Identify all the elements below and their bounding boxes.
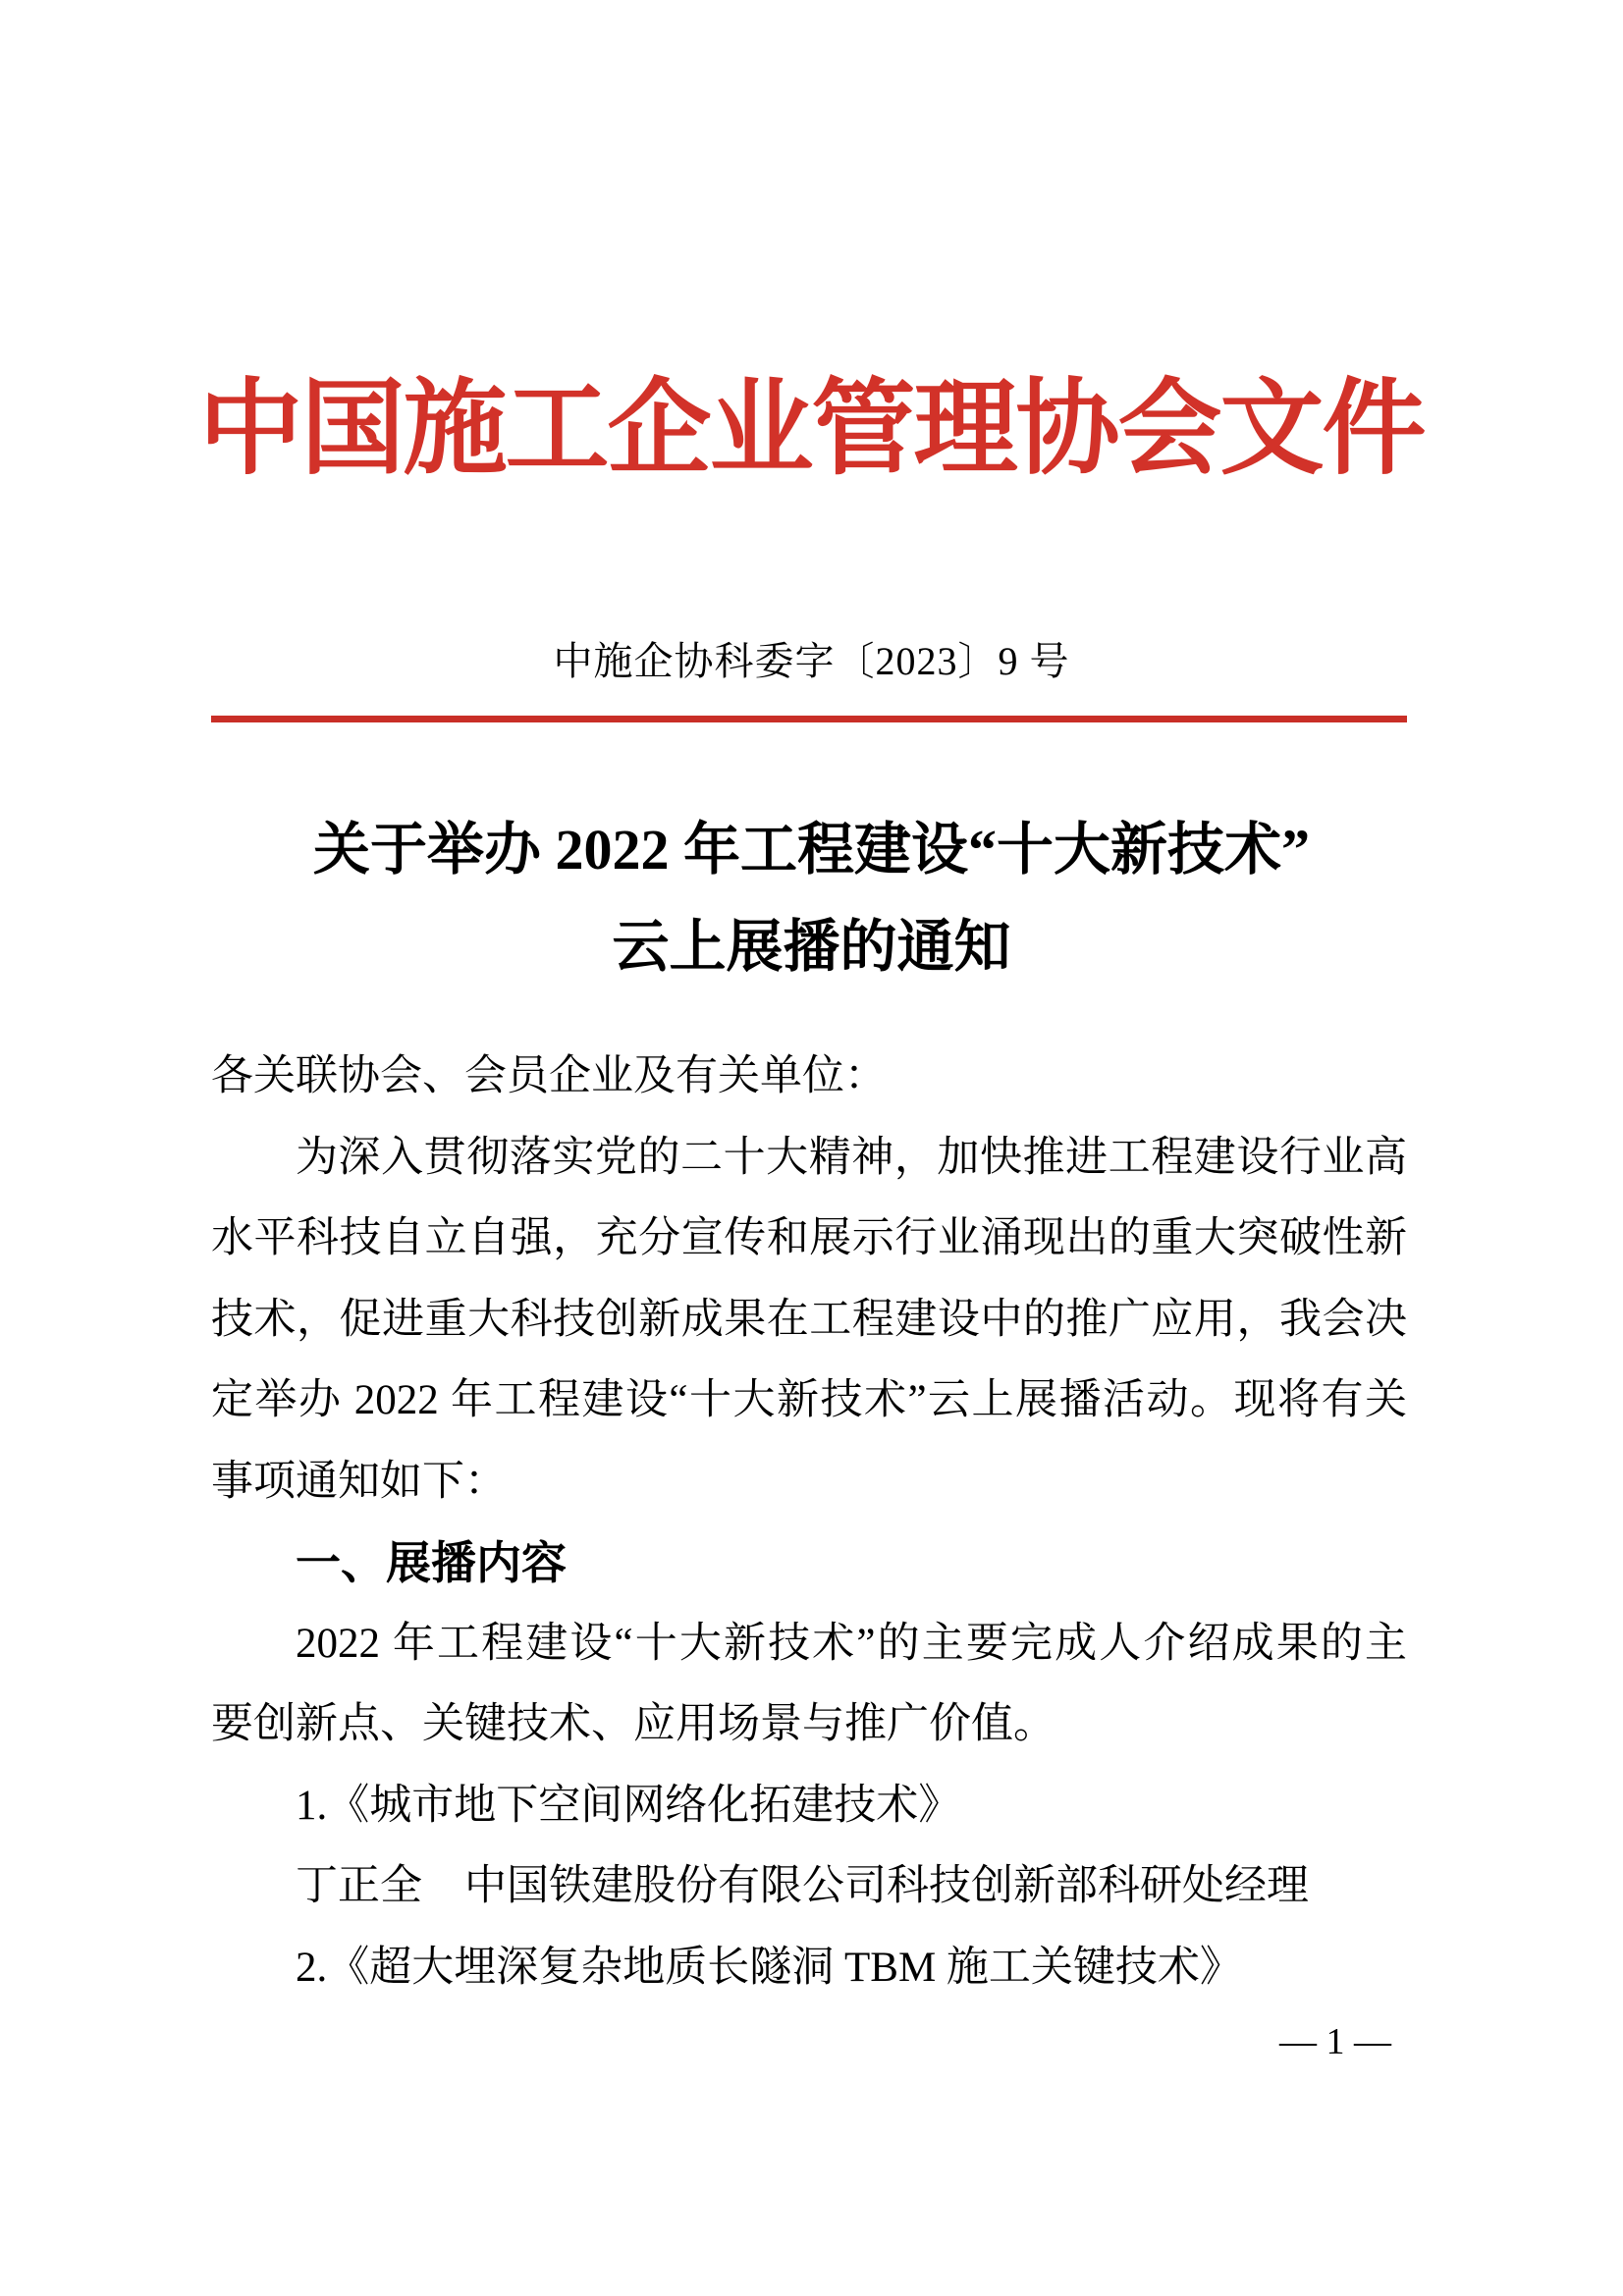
body-line: 水平科技自立自强，充分宣传和展示行业涌现出的重大突破性新 [211,1215,1407,1261]
org-masthead-title: 中国施工企业管理协会文件 [198,372,1425,487]
body-lines [211,1037,1407,2008]
body-line: 技术，促进重大科技创新成果在工程建设中的推广应用，我会决 [211,1296,1407,1343]
notice-title-line-2: 云上展播的通知 [612,915,1011,979]
body-line: 1.《城市地下空间网络化拓建技术》 [296,1782,961,1829]
header-divider-line [211,716,1407,722]
body-line: 丁正全 中国铁建股份有限公司科技创新部科研处经理 [296,1863,1309,1909]
body-line: 各关联协会、会员企业及有关单位： [211,1053,887,1099]
page-number: — 1 — [1279,2021,1391,2062]
body-line: 2022 年工程建设“十大新技术”的主要完成人介绍成果的主 [296,1620,1407,1667]
notice-title-line-1: 关于举办 2022 年工程建设“十大新技术” [312,818,1310,881]
body-line: 定举办 2022 年工程建设“十大新技术”云上展播活动。现将有关 [211,1377,1407,1423]
document-number: 中施企协科委字〔2023〕9 号 [553,639,1070,683]
body-line: 事项通知如下： [211,1458,507,1505]
body-line: 要创新点、关键技术、应用场景与推广价值。 [211,1701,1055,1747]
section-heading: 一、展播内容 [296,1537,567,1588]
notice-title [0,801,1623,995]
body-line: 为深入贯彻落实党的二十大精神，加快推进工程建设行业高 [296,1134,1407,1181]
body-line: 2.《超大埋深复杂地质长隧洞 TBM 施工关键技术》 [296,1944,1242,1991]
